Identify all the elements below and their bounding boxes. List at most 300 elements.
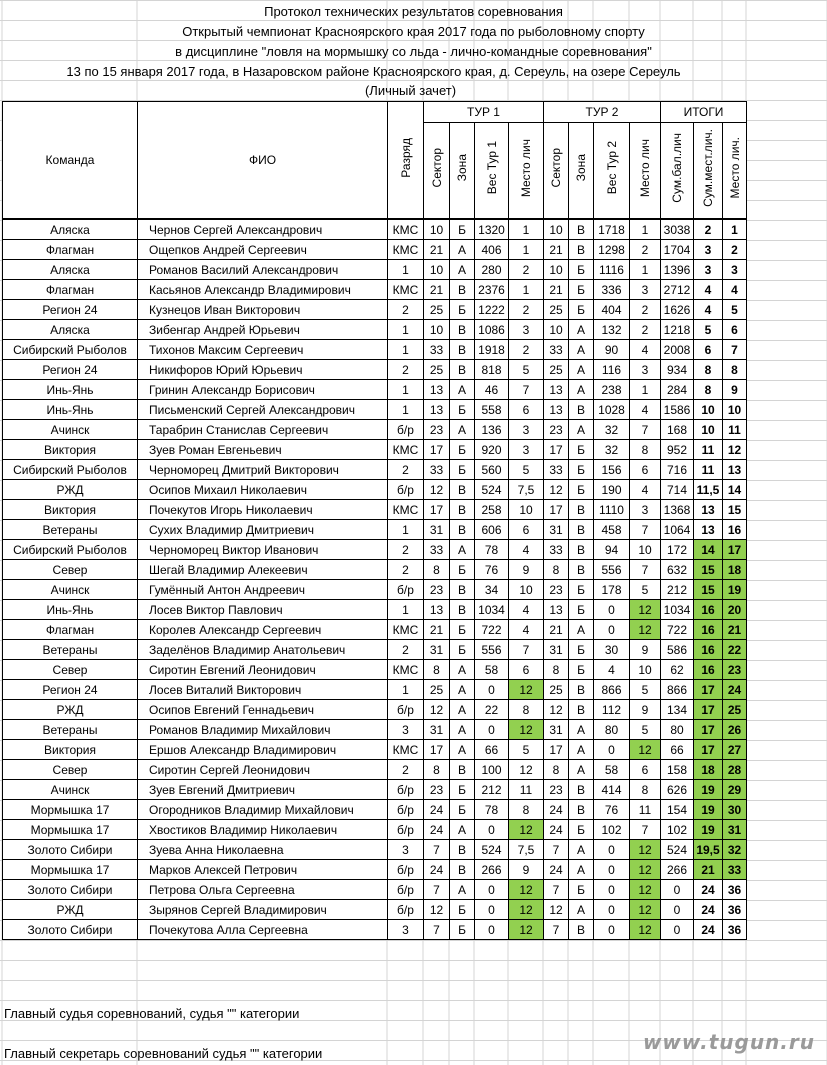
cell-sum-places: 11,5 xyxy=(694,480,723,500)
cell-sum-points: 866 xyxy=(661,680,694,700)
cell-weight1: 1034 xyxy=(475,600,509,620)
cell-fio: Лосев Виталий Викторович xyxy=(138,680,388,700)
cell-place1: 7 xyxy=(509,380,544,400)
cell-sum-points: 1704 xyxy=(661,240,694,260)
table-row xyxy=(3,560,747,580)
cell-place-total: 32 xyxy=(723,840,747,860)
personal-standings-label: (Личный зачет) xyxy=(364,83,457,98)
cell-rank: 2 xyxy=(388,540,424,560)
cell-place1: 12 xyxy=(509,680,544,700)
cell-rank: б/р xyxy=(388,860,424,880)
cell-weight1: 0 xyxy=(475,880,509,900)
cell-sum-points: 80 xyxy=(661,720,694,740)
chief-secretary-line: Главный секретарь соревнований судья "" категории xyxy=(4,1046,323,1061)
cell-sector2: 31 xyxy=(544,640,569,660)
cell-rank: 2 xyxy=(388,640,424,660)
cell-sector2: 31 xyxy=(544,720,569,740)
col-header-tour2: ТУР 2 xyxy=(544,102,661,123)
cell-sum-places: 14 xyxy=(694,540,723,560)
cell-sector2: 24 xyxy=(544,820,569,840)
cell-sector2: 31 xyxy=(544,520,569,540)
col-header-totals: ИТОГИ xyxy=(661,102,747,123)
cell-weight1: 58 xyxy=(475,660,509,680)
cell-rank: 3 xyxy=(388,920,424,940)
cell-zone2: В xyxy=(569,680,594,700)
cell-sector2: 33 xyxy=(544,460,569,480)
cell-place1: 8 xyxy=(509,700,544,720)
cell-team: Сибирский Рыболов xyxy=(3,340,138,360)
cell-place2: 9 xyxy=(630,640,661,660)
cell-fio: Зибенгар Андрей Юрьевич xyxy=(138,320,388,340)
cell-team: Мормышка 17 xyxy=(3,800,138,820)
cell-rank: 1 xyxy=(388,260,424,280)
cell-place1: 6 xyxy=(509,400,544,420)
cell-sector1: 10 xyxy=(424,260,450,280)
protocol-title: Протокол технических результатов соревнования xyxy=(264,4,563,19)
table-row xyxy=(3,760,747,780)
cell-sector2: 21 xyxy=(544,620,569,640)
cell-place-total: 9 xyxy=(723,380,747,400)
cell-fio: Сухих Владимир Дмитриевич xyxy=(138,520,388,540)
cell-sum-points: 172 xyxy=(661,540,694,560)
cell-sector2: 21 xyxy=(544,240,569,260)
cell-zone2: А xyxy=(569,620,594,640)
cell-sector1: 31 xyxy=(424,520,450,540)
cell-weight2: 80 xyxy=(594,720,630,740)
cell-zone2: А xyxy=(569,320,594,340)
cell-weight2: 414 xyxy=(594,780,630,800)
cell-fio: Тарабрин Станислав Сергеевич xyxy=(138,420,388,440)
cell-sector1: 8 xyxy=(424,760,450,780)
cell-weight2: 156 xyxy=(594,460,630,480)
cell-place-total: 28 xyxy=(723,760,747,780)
cell-sector1: 12 xyxy=(424,480,450,500)
cell-sector2: 17 xyxy=(544,440,569,460)
cell-weight2: 116 xyxy=(594,360,630,380)
cell-sum-points: 586 xyxy=(661,640,694,660)
cell-sum-places: 21 xyxy=(694,860,723,880)
cell-sector1: 8 xyxy=(424,660,450,680)
cell-zone2: В xyxy=(569,400,594,420)
cell-sector2: 10 xyxy=(544,320,569,340)
cell-sector2: 7 xyxy=(544,920,569,940)
cell-sector1: 12 xyxy=(424,900,450,920)
cell-weight1: 524 xyxy=(475,840,509,860)
cell-weight2: 4 xyxy=(594,660,630,680)
cell-place2: 2 xyxy=(630,300,661,320)
cell-place2: 10 xyxy=(630,660,661,680)
cell-zone2: В xyxy=(569,219,594,240)
cell-place2: 2 xyxy=(630,320,661,340)
cell-zone2: В xyxy=(569,800,594,820)
col-header-zone2: Зона xyxy=(569,123,594,220)
cell-sum-points: 1586 xyxy=(661,400,694,420)
cell-weight1: 558 xyxy=(475,400,509,420)
cell-team: Аляска xyxy=(3,320,138,340)
cell-sum-places: 15 xyxy=(694,580,723,600)
cell-fio: Шегай Владимир Алекеевич xyxy=(138,560,388,580)
cell-sum-places: 24 xyxy=(694,880,723,900)
cell-sum-points: 0 xyxy=(661,880,694,900)
cell-sum-points: 1396 xyxy=(661,260,694,280)
col-header-zone1: Зона xyxy=(450,123,475,220)
dates-location-line: 13 по 15 января 2017 года, в Назаровском районе Красноярского края, д. Сереуль, на озере Сереуль xyxy=(66,64,681,79)
cell-sector1: 24 xyxy=(424,820,450,840)
cell-rank: 2 xyxy=(388,300,424,320)
cell-fio: Почекутова Алла Сергеевна xyxy=(138,920,388,940)
cell-rank: б/р xyxy=(388,700,424,720)
cell-team: Сибирский Рыболов xyxy=(3,540,138,560)
cell-fio: Чернов Сергей Александрович xyxy=(138,219,388,240)
col-header-team: Команда xyxy=(3,102,138,220)
cell-weight1: 22 xyxy=(475,700,509,720)
cell-fio: Гумённый Антон Андреевич xyxy=(138,580,388,600)
cell-place-total: 24 xyxy=(723,680,747,700)
cell-sector1: 7 xyxy=(424,840,450,860)
cell-zone2: В xyxy=(569,540,594,560)
cell-place-total: 2 xyxy=(723,240,747,260)
cell-sum-points: 714 xyxy=(661,480,694,500)
cell-weight1: 78 xyxy=(475,800,509,820)
cell-place2: 11 xyxy=(630,800,661,820)
cell-weight1: 46 xyxy=(475,380,509,400)
cell-zone1: В xyxy=(450,340,475,360)
cell-zone2: В xyxy=(569,780,594,800)
col-header-sector1: Сектор xyxy=(424,123,450,220)
cell-sum-points: 626 xyxy=(661,780,694,800)
cell-sum-places: 3 xyxy=(694,260,723,280)
cell-place1: 4 xyxy=(509,600,544,620)
cell-place1: 3 xyxy=(509,420,544,440)
table-row xyxy=(3,400,747,420)
cell-zone1: Б xyxy=(450,640,475,660)
cell-sector1: 23 xyxy=(424,780,450,800)
cell-place1: 5 xyxy=(509,740,544,760)
cell-weight1: 1320 xyxy=(475,219,509,240)
cell-place2: 1 xyxy=(630,260,661,280)
cell-fio: Письменский Сергей Александрович xyxy=(138,400,388,420)
cell-place2: 12 xyxy=(630,600,661,620)
table-row xyxy=(3,920,747,940)
cell-place-total: 16 xyxy=(723,520,747,540)
cell-place-total: 18 xyxy=(723,560,747,580)
cell-weight1: 0 xyxy=(475,820,509,840)
cell-team: Золото Сибири xyxy=(3,920,138,940)
cell-sum-places: 24 xyxy=(694,900,723,920)
cell-zone1: А xyxy=(450,260,475,280)
cell-weight2: 0 xyxy=(594,600,630,620)
cell-weight2: 336 xyxy=(594,280,630,300)
cell-weight2: 90 xyxy=(594,340,630,360)
cell-rank: КМС xyxy=(388,660,424,680)
cell-place1: 1 xyxy=(509,240,544,260)
cell-fio: Касьянов Александр Владимирович xyxy=(138,280,388,300)
cell-rank: б/р xyxy=(388,480,424,500)
cell-sector2: 7 xyxy=(544,840,569,860)
cell-team: Ачинск xyxy=(3,580,138,600)
cell-fio: Королев Александр Сергеевич xyxy=(138,620,388,640)
cell-rank: 1 xyxy=(388,340,424,360)
cell-sum-places: 19 xyxy=(694,820,723,840)
cell-zone2: А xyxy=(569,720,594,740)
cell-rank: б/р xyxy=(388,780,424,800)
cell-sum-places: 8 xyxy=(694,360,723,380)
cell-place2: 7 xyxy=(630,520,661,540)
cell-sector1: 17 xyxy=(424,740,450,760)
cell-zone2: Б xyxy=(569,820,594,840)
cell-weight1: 524 xyxy=(475,480,509,500)
cell-sector2: 25 xyxy=(544,680,569,700)
cell-zone1: В xyxy=(450,580,475,600)
cell-sector1: 21 xyxy=(424,280,450,300)
cell-fio: Осипов Евгений Геннадьевич xyxy=(138,700,388,720)
cell-sector1: 7 xyxy=(424,920,450,940)
cell-sector1: 17 xyxy=(424,500,450,520)
cell-place1: 6 xyxy=(509,520,544,540)
cell-sum-places: 16 xyxy=(694,660,723,680)
table-row xyxy=(3,660,747,680)
cell-fio: Петрова Ольга Сергеевна xyxy=(138,880,388,900)
cell-rank: б/р xyxy=(388,880,424,900)
cell-place1: 12 xyxy=(509,880,544,900)
cell-zone1: В xyxy=(450,320,475,340)
cell-fio: Сиротин Сергей Леонидович xyxy=(138,760,388,780)
cell-place-total: 6 xyxy=(723,320,747,340)
cell-zone1: А xyxy=(450,700,475,720)
cell-weight1: 1086 xyxy=(475,320,509,340)
cell-sector2: 8 xyxy=(544,560,569,580)
cell-zone2: Б xyxy=(569,600,594,620)
cell-place-total: 11 xyxy=(723,420,747,440)
cell-zone1: В xyxy=(450,860,475,880)
cell-zone2: Б xyxy=(569,460,594,480)
table-row xyxy=(3,340,747,360)
cell-sum-points: 1368 xyxy=(661,500,694,520)
cell-sector1: 24 xyxy=(424,800,450,820)
cell-place1: 12 xyxy=(509,920,544,940)
cell-sum-points: 2712 xyxy=(661,280,694,300)
cell-weight2: 102 xyxy=(594,820,630,840)
cell-weight2: 0 xyxy=(594,740,630,760)
cell-zone2: Б xyxy=(569,880,594,900)
cell-zone2: А xyxy=(569,420,594,440)
cell-sum-points: 284 xyxy=(661,380,694,400)
cell-team: Инь-Янь xyxy=(3,600,138,620)
cell-sector1: 21 xyxy=(424,620,450,640)
table-row xyxy=(3,860,747,880)
cell-sum-points: 3038 xyxy=(661,219,694,240)
cell-weight2: 1298 xyxy=(594,240,630,260)
cell-zone1: Б xyxy=(450,920,475,940)
cell-place2: 8 xyxy=(630,780,661,800)
cell-place-total: 3 xyxy=(723,260,747,280)
col-header-place1: Место лич xyxy=(509,123,544,220)
cell-fio: Черноморец Дмитрий Викторович xyxy=(138,460,388,480)
cell-zone1: Б xyxy=(450,560,475,580)
cell-team: Мормышка 17 xyxy=(3,860,138,880)
table-row xyxy=(3,240,747,260)
cell-sector2: 23 xyxy=(544,580,569,600)
cell-place1: 7,5 xyxy=(509,840,544,860)
col-header-fio: ФИО xyxy=(138,102,388,220)
cell-sum-points: 62 xyxy=(661,660,694,680)
cell-rank: 1 xyxy=(388,520,424,540)
cell-sector1: 33 xyxy=(424,460,450,480)
cell-team: Север xyxy=(3,760,138,780)
cell-rank: КМС xyxy=(388,500,424,520)
cell-weight1: 560 xyxy=(475,460,509,480)
cell-team: Золото Сибири xyxy=(3,840,138,860)
cell-weight2: 1718 xyxy=(594,219,630,240)
cell-fio: Тихонов Максим Сергеевич xyxy=(138,340,388,360)
cell-rank: КМС xyxy=(388,240,424,260)
cell-weight1: 76 xyxy=(475,560,509,580)
cell-team: Флагман xyxy=(3,280,138,300)
cell-place-total: 21 xyxy=(723,620,747,640)
table-row xyxy=(3,880,747,900)
cell-sum-places: 10 xyxy=(694,420,723,440)
cell-rank: КМС xyxy=(388,440,424,460)
cell-sector2: 24 xyxy=(544,860,569,880)
cell-team: Ачинск xyxy=(3,420,138,440)
cell-zone2: А xyxy=(569,860,594,880)
cell-zone1: Б xyxy=(450,400,475,420)
cell-place-total: 7 xyxy=(723,340,747,360)
cell-team: Флагман xyxy=(3,620,138,640)
cell-fio: Марков Алексей Петрович xyxy=(138,860,388,880)
cell-sector1: 31 xyxy=(424,720,450,740)
cell-sum-places: 16 xyxy=(694,640,723,660)
cell-rank: 2 xyxy=(388,460,424,480)
cell-sector2: 23 xyxy=(544,420,569,440)
cell-place1: 2 xyxy=(509,300,544,320)
cell-sum-places: 17 xyxy=(694,740,723,760)
cell-place1: 12 xyxy=(509,900,544,920)
cell-weight2: 178 xyxy=(594,580,630,600)
cell-zone2: В xyxy=(569,500,594,520)
cell-zone2: А xyxy=(569,840,594,860)
col-header-rank: Разряд xyxy=(388,102,424,220)
cell-place-total: 14 xyxy=(723,480,747,500)
cell-place1: 10 xyxy=(509,580,544,600)
cell-sector2: 23 xyxy=(544,780,569,800)
cell-weight1: 1918 xyxy=(475,340,509,360)
cell-zone2: Б xyxy=(569,280,594,300)
cell-sector2: 12 xyxy=(544,900,569,920)
cell-sum-places: 4 xyxy=(694,280,723,300)
cell-sector2: 8 xyxy=(544,760,569,780)
results-table xyxy=(2,101,747,940)
cell-team: РЖД xyxy=(3,900,138,920)
table-row xyxy=(3,900,747,920)
cell-weight1: 136 xyxy=(475,420,509,440)
cell-zone2: В xyxy=(569,560,594,580)
cell-place2: 4 xyxy=(630,340,661,360)
cell-sector2: 13 xyxy=(544,400,569,420)
cell-sum-places: 5 xyxy=(694,320,723,340)
table-row xyxy=(3,740,747,760)
cell-rank: б/р xyxy=(388,580,424,600)
cell-weight2: 0 xyxy=(594,620,630,640)
cell-sum-places: 10 xyxy=(694,400,723,420)
cell-rank: 1 xyxy=(388,600,424,620)
cell-sum-places: 4 xyxy=(694,300,723,320)
cell-sector1: 23 xyxy=(424,420,450,440)
cell-weight1: 2376 xyxy=(475,280,509,300)
cell-place-total: 22 xyxy=(723,640,747,660)
table-row xyxy=(3,600,747,620)
cell-sum-places: 3 xyxy=(694,240,723,260)
cell-rank: КМС xyxy=(388,740,424,760)
cell-weight1: 0 xyxy=(475,900,509,920)
cell-zone2: В xyxy=(569,700,594,720)
cell-team: Инь-Янь xyxy=(3,380,138,400)
cell-team: Север xyxy=(3,560,138,580)
cell-zone2: Б xyxy=(569,440,594,460)
cell-sector1: 23 xyxy=(424,580,450,600)
cell-sector1: 24 xyxy=(424,860,450,880)
cell-fio: Осипов Михаил Николаевич xyxy=(138,480,388,500)
cell-rank: 2 xyxy=(388,560,424,580)
cell-place2: 3 xyxy=(630,500,661,520)
cell-zone1: В xyxy=(450,360,475,380)
cell-sum-points: 266 xyxy=(661,860,694,880)
cell-place1: 5 xyxy=(509,360,544,380)
cell-zone1: А xyxy=(450,720,475,740)
cell-weight2: 76 xyxy=(594,800,630,820)
cell-fio: Сиротин Евгений Леонидович xyxy=(138,660,388,680)
cell-zone1: А xyxy=(450,740,475,760)
cell-sum-places: 17 xyxy=(694,720,723,740)
cell-sector1: 8 xyxy=(424,560,450,580)
cell-place1: 6 xyxy=(509,660,544,680)
cell-rank: 3 xyxy=(388,840,424,860)
cell-rank: б/р xyxy=(388,420,424,440)
cell-sum-points: 66 xyxy=(661,740,694,760)
cell-place2: 12 xyxy=(630,880,661,900)
cell-place-total: 20 xyxy=(723,600,747,620)
cell-place1: 12 xyxy=(509,720,544,740)
cell-place1: 1 xyxy=(509,280,544,300)
col-header-sector2: Сектор xyxy=(544,123,569,220)
col-header-tour1: ТУР 1 xyxy=(424,102,544,123)
cell-rank: 1 xyxy=(388,380,424,400)
cell-weight2: 0 xyxy=(594,840,630,860)
cell-weight2: 190 xyxy=(594,480,630,500)
cell-zone2: Б xyxy=(569,640,594,660)
cell-rank: б/р xyxy=(388,900,424,920)
cell-weight2: 866 xyxy=(594,680,630,700)
cell-place-total: 31 xyxy=(723,820,747,840)
cell-rank: б/р xyxy=(388,800,424,820)
cell-fio: Зуев Евгений Дмитриевич xyxy=(138,780,388,800)
cell-sum-places: 11 xyxy=(694,460,723,480)
cell-sum-points: 134 xyxy=(661,700,694,720)
cell-sector2: 13 xyxy=(544,380,569,400)
cell-sector2: 10 xyxy=(544,260,569,280)
table-row xyxy=(3,460,747,480)
cell-fio: Романов Владимир Михайлович xyxy=(138,720,388,740)
cell-sum-places: 2 xyxy=(694,219,723,240)
cell-sum-places: 17 xyxy=(694,700,723,720)
cell-sector1: 13 xyxy=(424,600,450,620)
cell-sector2: 17 xyxy=(544,740,569,760)
cell-place2: 12 xyxy=(630,620,661,640)
cell-zone1: В xyxy=(450,760,475,780)
cell-sum-points: 0 xyxy=(661,920,694,940)
cell-weight1: 78 xyxy=(475,540,509,560)
table-row xyxy=(3,360,747,380)
